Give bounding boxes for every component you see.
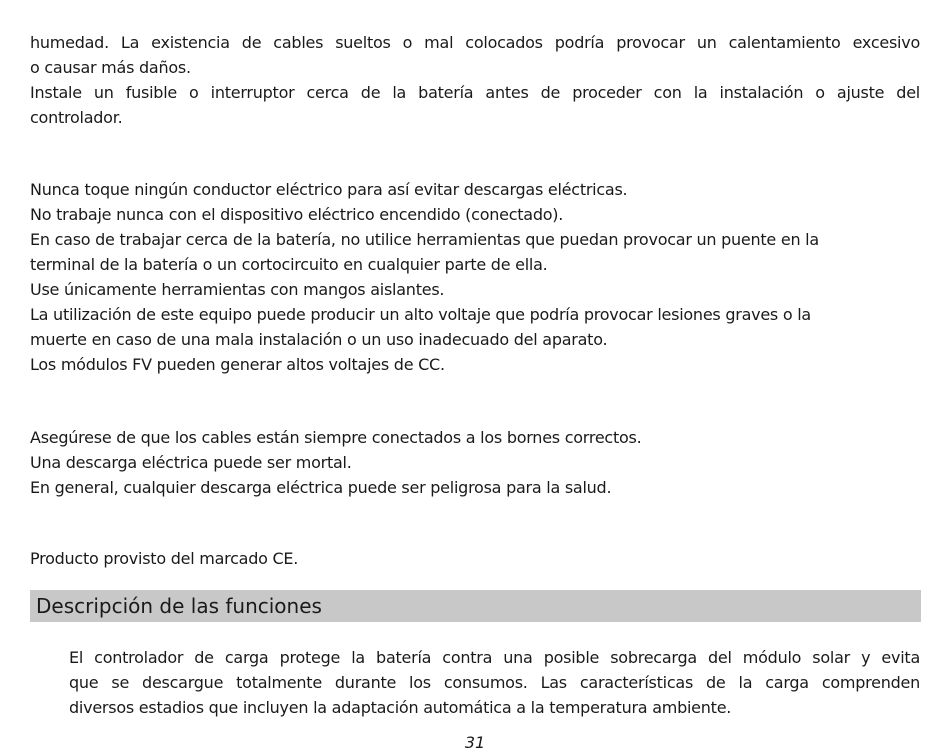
text-line: Nunca toque ningún conductor eléctrico para así evitar descargas eléctricas.: [30, 180, 628, 199]
text-line: Producto provisto del marcado CE.: [30, 549, 299, 568]
text-line: Asegúrese de que los cables están siempre conectados a los bornes correctos.: [30, 428, 642, 447]
section-title: Descripción de las funciones: [36, 594, 322, 618]
text-line: diversos estadios que incluyen la adaptación automática a la temperatura ambiente.: [69, 698, 732, 717]
page-number: 31: [464, 733, 486, 752]
paragraph-installation-warnings: [30, 30, 920, 130]
text-line: Una descarga eléctrica puede ser mortal.: [30, 453, 352, 472]
text-line: La utilización de este equipo puede producir un alto voltaje que podría provocar lesiones graves o la: [30, 305, 811, 324]
text-line: terminal de la batería o un cortocircuito en cualquier parte de ella.: [30, 255, 548, 274]
text-line: En general, cualquier descarga eléctrica puede ser peligrosa para la salud.: [30, 478, 612, 497]
text-line: En caso de trabajar cerca de la batería, no utilice herramientas que puedan provocar un puente en la: [30, 230, 819, 249]
text-line: Instale un fusible o interruptor cerca de la batería antes de proceder con la instalación o ajuste del: [30, 83, 920, 102]
paragraph-shock-warnings: [30, 425, 920, 500]
text-line: controlador.: [30, 108, 123, 127]
text-line: o causar más daños.: [30, 58, 191, 77]
text-line: No trabaje nunca con el dispositivo eléctrico encendido (conectado).: [30, 205, 564, 224]
text-line: Use únicamente herramientas con mangos aislantes.: [30, 280, 445, 299]
paragraph-electrical-safety: [30, 177, 920, 377]
text-line: Los módulos FV pueden generar altos voltajes de CC.: [30, 355, 445, 374]
paragraph-function-description: [69, 645, 920, 720]
paragraph-ce-marking: [30, 546, 920, 571]
text-line: humedad. La existencia de cables sueltos o mal colocados podría provocar un calentamiento excesivo: [30, 33, 920, 52]
text-line: que se descargue totalmente durante los consumos. Las características de la carga comprenden: [69, 673, 920, 692]
text-line: El controlador de carga protege la batería contra una posible sobrecarga del módulo solar y evita: [69, 648, 920, 667]
text-line: muerte en caso de una mala instalación o un uso inadecuado del aparato.: [30, 330, 608, 349]
section-heading-bar: [30, 590, 921, 622]
